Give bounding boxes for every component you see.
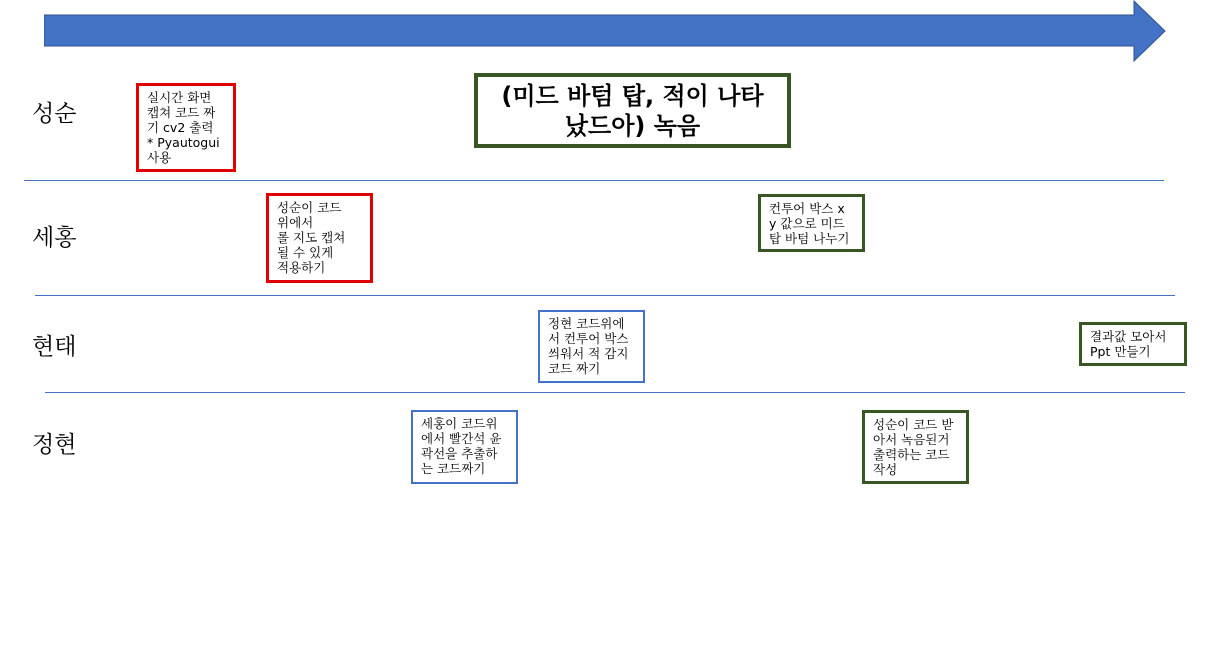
row-divider-1: [24, 180, 1164, 181]
task-box-contour-split: 컨투어 박스 x y 값으로 미드 탑 바텀 나누기: [758, 194, 865, 252]
task-box-screen-capture: 실시간 화면 캡쳐 코드 짜 기 cv2 출력 * Pyautogui 사용: [136, 83, 236, 172]
row-divider-3: [45, 392, 1185, 393]
row-label-sehong: 세홍: [32, 225, 77, 251]
row-divider-2: [35, 295, 1175, 296]
task-box-map-capture: 성순이 코드 위에서 롤 지도 캡쳐 될 수 있게 적용하기: [266, 193, 373, 283]
task-box-recording-output: 성순이 코드 받 아서 녹음된거 출력하는 코드 작성: [862, 410, 969, 484]
row-label-junghyun: 정현: [32, 432, 77, 458]
task-box-red-contour: 세홍이 코드위 에서 빨간석 윤 곽선을 추출하 는 코드짜기: [411, 410, 518, 484]
timeline-right-arrow-icon: [44, 0, 1168, 64]
task-box-ppt: 결과값 모아서 Ppt 만들기: [1079, 322, 1187, 366]
row-label-seongsun: 성순: [32, 101, 77, 127]
row-label-hyuntae: 현태: [32, 334, 77, 360]
task-box-enemy-detect: 정현 코드위에 서 컨투어 박스 씌워서 적 감지 코드 짜기: [538, 310, 645, 383]
title-box: (미드 바텀 탑, 적이 나타 났드아) 녹음: [474, 73, 791, 148]
